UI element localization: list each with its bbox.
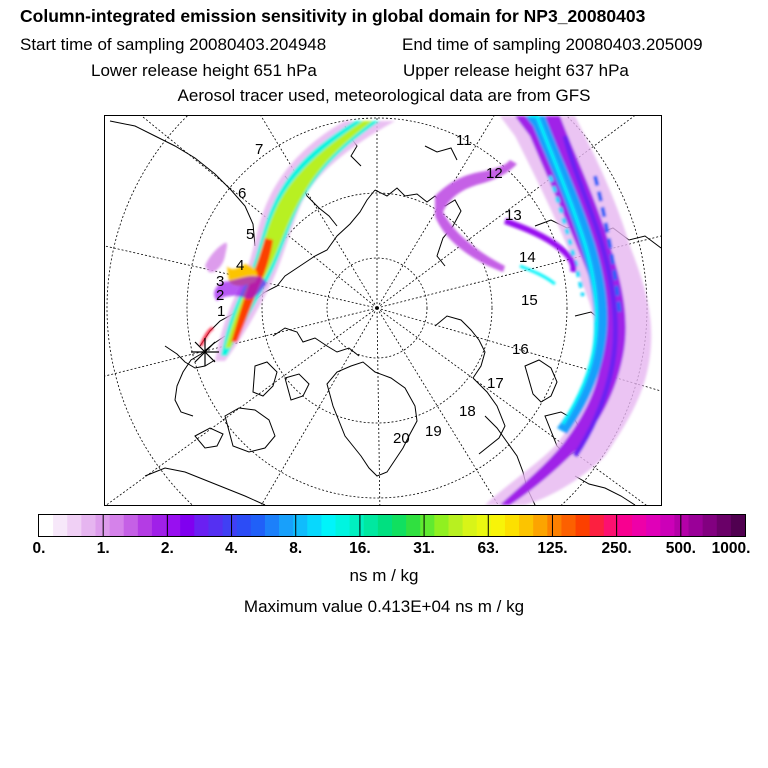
day-label: 19 xyxy=(425,423,442,440)
upper-release-height: Upper release height 637 hPa xyxy=(403,61,629,80)
end-time: End time of sampling 20080403.205009 xyxy=(402,35,703,54)
colorbar-segment xyxy=(392,515,407,536)
colorbar-tick-label: 63. xyxy=(477,540,500,557)
colorbar-tick-label: 500. xyxy=(665,540,696,557)
day-label: 7 xyxy=(255,141,264,158)
units-label: ns m / kg xyxy=(349,566,419,585)
figure-title: Column-integrated emission sensitivity in global domain for NP3_20080403 xyxy=(20,6,646,26)
colorbar-segment xyxy=(463,515,478,536)
colorbar-segment xyxy=(152,515,167,536)
colorbar-segment xyxy=(237,515,252,536)
colorbar-tick-label: 4. xyxy=(225,540,238,557)
day-label: 2 xyxy=(216,287,225,304)
sensitivity-map xyxy=(104,115,662,506)
colorbar-segment xyxy=(434,515,449,536)
colorbar-segment xyxy=(336,515,351,536)
colorbar-segment xyxy=(39,515,54,536)
colorbar-segment xyxy=(307,515,322,536)
colorbar-tick-label: 0. xyxy=(32,540,46,557)
colorbar-segment xyxy=(251,515,266,536)
day-label: 1 xyxy=(217,303,226,320)
day-label: 5 xyxy=(246,226,255,243)
colorbar-segment xyxy=(53,515,68,536)
colorbar xyxy=(38,514,746,542)
maximum-value: Maximum value 0.413E+04 ns m / kg xyxy=(243,597,525,616)
colorbar-segment xyxy=(110,515,125,536)
colorbar-segment xyxy=(166,515,181,536)
day-label: 15 xyxy=(521,292,538,309)
colorbar-segment xyxy=(364,515,379,536)
colorbar-segment xyxy=(420,515,435,536)
colorbar-segment xyxy=(350,515,365,536)
start-time: Start time of sampling 20080403.204948 xyxy=(20,35,327,54)
day-label: 6 xyxy=(238,185,247,202)
colorbar-segment xyxy=(279,515,294,536)
colorbar-segment xyxy=(491,515,506,536)
colorbar-segment xyxy=(138,515,153,536)
colorbar-segment xyxy=(632,515,647,536)
day-label: 14 xyxy=(519,249,536,266)
colorbar-segment xyxy=(660,515,675,536)
colorbar-segment xyxy=(378,515,393,536)
colorbar-tick-label: 1. xyxy=(96,540,110,557)
colorbar-segment xyxy=(223,515,238,536)
colorbar-segment xyxy=(505,515,520,536)
colorbar-segment xyxy=(547,515,562,536)
colorbar-segment xyxy=(576,515,591,536)
colorbar-segment xyxy=(477,515,492,536)
colorbar-tick-label: 2. xyxy=(160,540,174,557)
colorbar-segment xyxy=(208,515,223,536)
colorbar-tick-label: 16. xyxy=(349,540,371,557)
day-label: 4 xyxy=(236,257,245,274)
colorbar-segment xyxy=(180,515,195,536)
colorbar-segment xyxy=(533,515,548,536)
colorbar-tick-label: 1000. xyxy=(711,540,751,557)
colorbar-tick-label: 125. xyxy=(537,540,568,557)
colorbar-segment xyxy=(321,515,336,536)
day-label: 20 xyxy=(393,430,410,447)
colorbar-segment xyxy=(81,515,96,536)
colorbar-segment xyxy=(731,515,746,536)
lower-release-height: Lower release height 651 hPa xyxy=(91,61,317,80)
plume-east xyxy=(435,116,651,505)
colorbar-segment xyxy=(448,515,463,536)
colorbar-segment xyxy=(406,515,421,536)
day-label: 3 xyxy=(216,273,225,290)
colorbar-segment xyxy=(561,515,576,536)
colorbar-segment xyxy=(717,515,732,536)
plume-west xyxy=(201,121,395,361)
colorbar-segment xyxy=(703,515,718,536)
colorbar-segment xyxy=(618,515,633,536)
colorbar-segment xyxy=(689,515,704,536)
colorbar-segment xyxy=(124,515,139,536)
colorbar-segment xyxy=(194,515,209,536)
day-label: 12 xyxy=(486,165,503,182)
colorbar-segment xyxy=(590,515,605,536)
day-label: 16 xyxy=(512,341,529,358)
day-label: 17 xyxy=(487,375,504,392)
colorbar-segment xyxy=(674,515,689,536)
colorbar-segment xyxy=(519,515,534,536)
release-site-star xyxy=(191,338,219,366)
colorbar-segment xyxy=(646,515,661,536)
colorbar-segment xyxy=(265,515,280,536)
colorbar-tick-label: 250. xyxy=(601,540,632,557)
colorbar-segment xyxy=(67,515,82,536)
colorbar-tick-label: 8. xyxy=(289,540,303,557)
day-label: 11 xyxy=(456,132,472,149)
day-label: 18 xyxy=(459,403,476,420)
day-label: 13 xyxy=(505,207,522,224)
colorbar-tick-label: 31. xyxy=(413,540,435,557)
tracer-note: Aerosol tracer used, meteorological data are from GFS xyxy=(177,86,591,105)
